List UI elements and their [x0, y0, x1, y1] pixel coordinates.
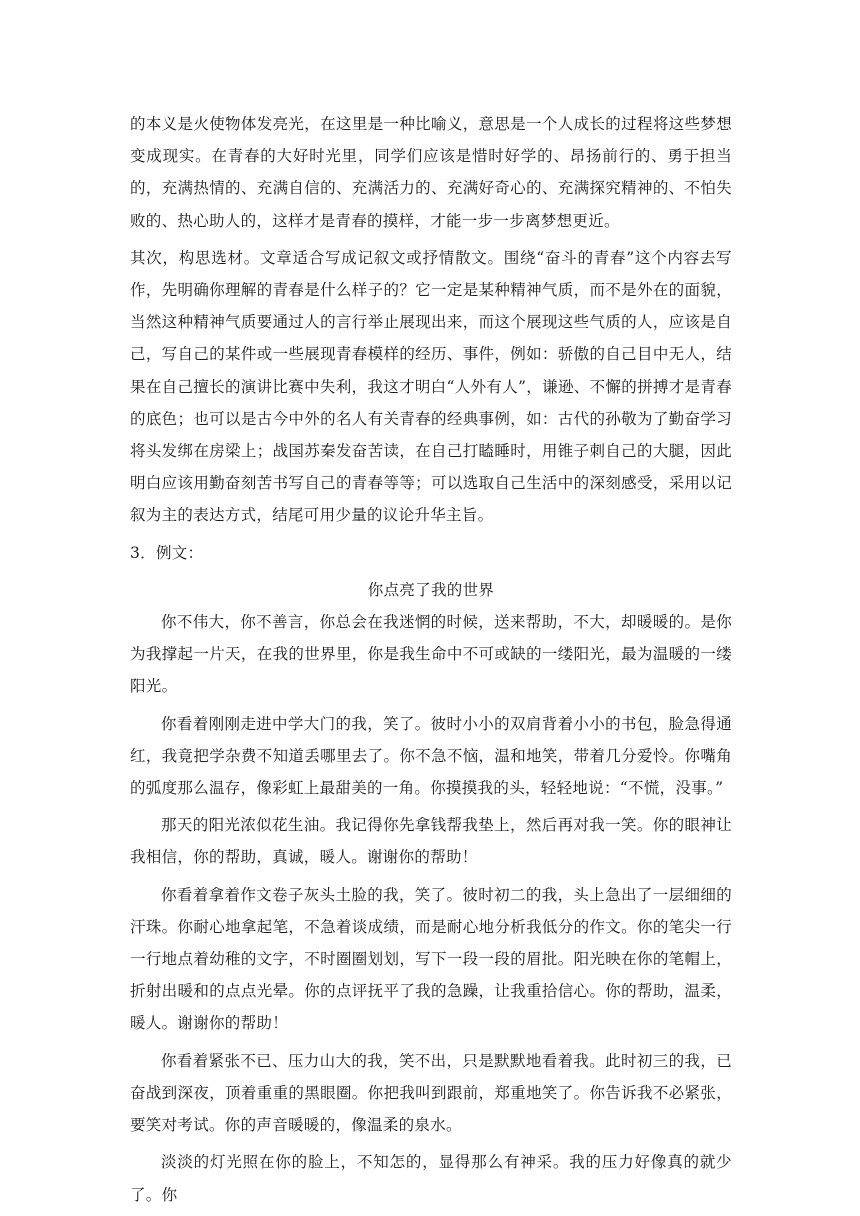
intro-paragraph-2: 其次，构思选材。文章适合写成记叙文或抒情散文。围绕“奋斗的青春”这个内容去写作，先明确你理解的青春是什么样子的？它一定是某种精神气质，而不是外在的面貌，当然这种精神气质要通过人的言行举止展现出来，而这个展现这些气质的人，应该是自己，写自己的某件或一些展现青春模样的经历、事件，例如：骄傲的自己目中无人，结果在自己擅长的演讲比赛中失利，我这才明白“人外有人”，谦逊、不懈的拼搏才是青春的底色；也可以是古今中外的名人有关青春的经典事例，如：古代的孙敬为了勤奋学习将头发绑在房梁上；战国苏秦发奋苦读，在自己打瞌睡时，用锥子刺自己的大腿，因此明白应该用勤奋刻苦书写自己的青春等等；可以选取自己生活中的深刻感受，采用以记叙为主的表达方式，结尾可用少量的议论升华主旨。 [130, 248, 732, 525]
essay-paragraph-5: 你看着紧张不已、压力山大的我，笑不出，只是默默地看着我。此时初三的我，已奋战到深夜，顶着重重的黑眼圈。你把我叫到跟前，郑重地笑了。你告诉我不必紧张，要笑对考试。你的声音暖暖的，像温柔的泉水。 [130, 1051, 732, 1135]
essay-paragraph-1: 你不伟大，你不善言，你总会在我迷惘的时候，送来帮助，不大，却暖暖的。是你为我撑起一片天，在我的世界里，你是我生命中不可或缺的一缕阳光，最为温暖的一缕阳光。 [130, 613, 732, 696]
essay-paragraph-3: 那天的阳光浓似花生油。我记得你先拿钱帮我垫上，然后再对我一笑。你的眼神让我相信，你的帮助，真诚，暖人。谢谢你的帮助！ [130, 816, 732, 867]
essay-title: 你点亮了我的世界 [367, 580, 495, 599]
essay-paragraph-4: 你看着拿着作文卷子灰头土脸的我，笑了。彼时初二的我，头上急出了一层细细的汗珠。你耐心地拿起笔，不急着谈成绩，而是耐心地分析我低分的作文。你的笔尖一行一行地点着幼稚的文字，不时圈圈划划，写下一段一段的眉批。阳光映在你的笔帽上，折射出暖和的点点光晕。你的点评抚平了我的急躁，让我重拾信心。你的帮助，温柔，暖人。谢谢你的帮助！ [130, 885, 732, 1033]
essay-paragraph-6: 淡淡的灯光照在你的脸上，不知怎的，显得那么有神采。我的压力好像真的就少了。你 [130, 1153, 732, 1204]
intro-paragraph-1: 的本义是火使物体发亮光，在这里是一种比喻义，意思是一个人成长的过程将这些梦想变成现实。在青春的大好时光里，同学们应该是惜时好学的、昂扬前行的、勇于担当的，充满热情的、充满自信的、充满活力的、充满好奇心的、充满探究精神的、不怕失败的、热心助人的，这样才是青春的摸样，才能一步一步离梦想更近。 [130, 115, 732, 230]
document-body [130, 108, 732, 1211]
essay-paragraph-2: 你看着刚刚走进中学大门的我，笑了。彼时小小的双肩背着小小的书包，脸急得通红，我竟把学杂费不知道丢哪里去了。你不急不恼，温和地笑，带着几分爱怜。你嘴角的弧度那么温存，像彩虹上最甜美的一角。你摸摸我的头，轻轻地说：“不慌，没事。” [130, 714, 732, 798]
section-label: 3．例文： [130, 543, 204, 562]
